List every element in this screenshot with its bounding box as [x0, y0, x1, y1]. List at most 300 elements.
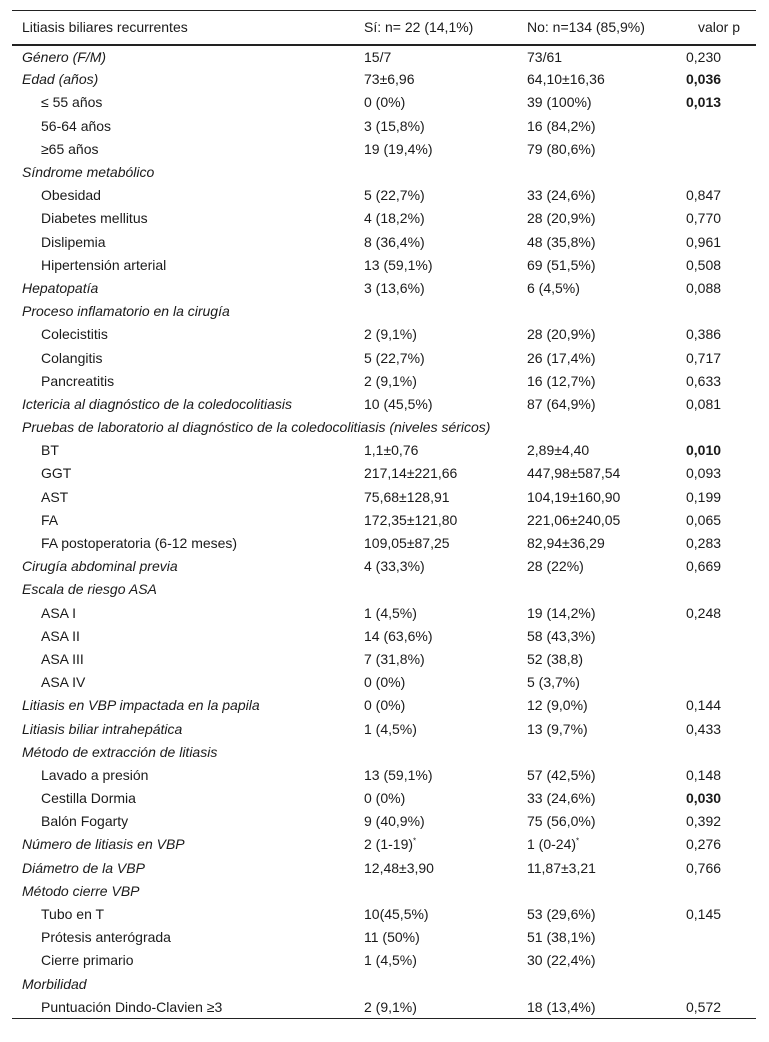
value-no-text: 16 (12,7%) — [527, 372, 596, 389]
value-yes-text: 4 (18,2%) — [364, 210, 425, 227]
value-yes-text: 1 (4,5%) — [364, 720, 417, 737]
value-no — [517, 902, 676, 925]
table-row — [12, 45, 756, 68]
row-label — [12, 624, 354, 647]
p-value-text: 0,572 — [686, 998, 722, 1015]
value-no-text: 2,89±4,40 — [527, 442, 590, 459]
p-value — [676, 276, 756, 299]
value-no — [517, 949, 676, 972]
header-p-value: valor p — [676, 11, 756, 45]
p-value-text: 0,433 — [686, 720, 722, 737]
value-no-text: 82,94±36,29 — [527, 535, 605, 552]
value-yes-text: 1,1±0,76 — [364, 442, 419, 459]
value-yes — [354, 91, 517, 114]
row-label — [12, 717, 354, 740]
value-yes-text: 2 (9,1%) — [364, 998, 417, 1015]
row-label-text: ASA IV — [41, 674, 86, 691]
p-value-text: 0,392 — [686, 813, 722, 830]
p-value — [676, 879, 756, 902]
value-no-text: 79 (80,6%) — [527, 140, 596, 157]
table-row — [12, 926, 756, 949]
value-no — [517, 45, 676, 68]
p-value-text: 0,093 — [686, 465, 722, 482]
value-yes-text: 0 (0%) — [364, 94, 406, 111]
value-no-text: 87 (64,9%) — [527, 395, 596, 412]
row-label-text: Prótesis anterógrada — [41, 929, 171, 946]
row-label-text: Hepatopatía — [22, 279, 99, 296]
value-yes — [354, 114, 517, 137]
row-label-text: ASA I — [41, 604, 77, 621]
table-row — [12, 763, 756, 786]
value-yes-text: 4 (33,3%) — [364, 558, 425, 575]
p-value — [676, 439, 756, 462]
value-yes-text: 5 (22,7%) — [364, 349, 425, 366]
value-yes-text: 109,05±87,25 — [364, 535, 450, 552]
table-row — [12, 624, 756, 647]
table-row — [12, 879, 756, 902]
row-label — [12, 647, 354, 670]
row-label — [12, 671, 354, 694]
recurrent-lithiasis-table — [12, 10, 756, 1019]
value-yes — [354, 160, 517, 183]
p-value — [676, 207, 756, 230]
p-value-text: 0,013 — [686, 94, 722, 111]
row-label — [12, 346, 354, 369]
table-row — [12, 601, 756, 624]
value-yes-text: 7 (31,8%) — [364, 650, 425, 667]
row-label-text: Proceso inflamatorio en la cirugía — [22, 303, 230, 320]
table-row — [12, 856, 756, 879]
value-no-text: 12 (9,0%) — [527, 697, 588, 714]
row-label — [12, 68, 354, 91]
p-value — [676, 323, 756, 346]
value-no — [517, 531, 676, 554]
value-no-text: 75 (56,0%) — [527, 813, 596, 830]
value-no — [517, 972, 676, 995]
row-label-text: Puntuación Dindo-Clavien ≥3 — [41, 998, 223, 1015]
value-yes — [354, 230, 517, 253]
table-row — [12, 787, 756, 810]
value-yes — [354, 624, 517, 647]
p-value-text: 0,248 — [686, 604, 722, 621]
row-label-text: ASA III — [41, 650, 84, 667]
value-yes-text: 11 (50%) — [364, 929, 420, 946]
p-value — [676, 508, 756, 531]
value-yes — [354, 671, 517, 694]
value-no-text: 39 (100%) — [527, 94, 592, 111]
table-row — [12, 694, 756, 717]
row-label — [12, 949, 354, 972]
value-yes — [354, 740, 517, 763]
p-value — [676, 578, 756, 601]
value-no-text: 53 (29,6%) — [527, 906, 596, 923]
row-label — [12, 369, 354, 392]
p-value-text: 0,276 — [686, 836, 722, 853]
p-value — [676, 717, 756, 740]
p-value — [676, 601, 756, 624]
value-no-text: 28 (20,9%) — [527, 210, 596, 227]
table-row — [12, 671, 756, 694]
row-label-text: Obesidad — [41, 187, 101, 204]
value-no — [517, 671, 676, 694]
value-no — [517, 717, 676, 740]
p-value — [676, 230, 756, 253]
value-no-text: 73/61 — [527, 48, 563, 65]
value-no — [517, 300, 676, 323]
value-no-text: 28 (22%) — [527, 558, 584, 575]
p-value — [676, 462, 756, 485]
footnote-marker: * — [576, 836, 580, 846]
table-row — [12, 392, 756, 415]
row-label — [12, 856, 354, 879]
row-label-text: FA postoperatoria (6-12 meses) — [41, 535, 238, 552]
row-label-text: Morbilidad — [22, 975, 87, 992]
row-label-text: Litiasis en VBP impactada en la papila — [22, 697, 260, 714]
value-no-text: 16 (84,2%) — [527, 117, 596, 134]
value-yes — [354, 810, 517, 833]
value-yes-text: 14 (63,6%) — [364, 627, 433, 644]
value-yes-text: 10(45,5%) — [364, 906, 429, 923]
value-no — [517, 346, 676, 369]
row-label — [12, 137, 354, 160]
row-label — [12, 926, 354, 949]
data-table-container — [12, 10, 756, 1019]
row-label — [12, 787, 354, 810]
value-no — [517, 833, 676, 856]
table-row — [12, 740, 756, 763]
value-yes — [354, 253, 517, 276]
p-value — [676, 995, 756, 1018]
p-value — [676, 972, 756, 995]
value-yes — [354, 717, 517, 740]
value-yes-text: 0 (0%) — [364, 790, 406, 807]
value-no — [517, 763, 676, 786]
value-no-text: 1 (0-24) — [527, 836, 577, 853]
table-row — [12, 160, 756, 183]
value-yes — [354, 601, 517, 624]
row-label — [12, 45, 354, 68]
table-row — [12, 114, 756, 137]
p-value — [676, 392, 756, 415]
value-no-text: 5 (3,7%) — [527, 674, 580, 691]
value-yes-text: 5 (22,7%) — [364, 187, 425, 204]
value-no — [517, 114, 676, 137]
table-row — [12, 416, 756, 439]
value-no — [517, 601, 676, 624]
table-row — [12, 439, 756, 462]
table-header — [12, 11, 756, 45]
footnote-marker: * — [413, 836, 417, 846]
value-no-text: 18 (13,4%) — [527, 998, 596, 1015]
value-yes — [354, 972, 517, 995]
row-label-text: ≤ 55 años — [41, 94, 103, 111]
value-yes-text: 12,48±3,90 — [364, 859, 434, 876]
value-yes-text: 0 (0%) — [364, 674, 406, 691]
row-label-text: Ictericia al diagnóstico de la coledocolitiasis — [22, 395, 293, 412]
value-yes — [354, 531, 517, 554]
p-value-text: 0,847 — [686, 187, 722, 204]
row-label-text: Pruebas de laboratorio al diagnóstico de la coledocolitiasis (niveles séricos) — [22, 419, 491, 436]
row-label-text: Método cierre VBP — [22, 882, 140, 899]
row-label — [12, 253, 354, 276]
p-value — [676, 91, 756, 114]
header-yes-group: Sí: n= 22 (14,1%) — [354, 11, 517, 45]
row-label — [12, 972, 354, 995]
value-no — [517, 787, 676, 810]
value-no — [517, 508, 676, 531]
value-no-text: 447,98±587,54 — [527, 465, 621, 482]
row-label — [12, 416, 756, 439]
p-value — [676, 902, 756, 925]
row-label-text: GGT — [41, 465, 72, 482]
p-value-text: 0,010 — [686, 442, 722, 459]
row-label-text: Cirugía abdominal previa — [22, 558, 178, 575]
p-value — [676, 184, 756, 207]
table-row — [12, 184, 756, 207]
row-label-text: Síndrome metabólico — [22, 164, 155, 181]
value-yes-text: 8 (36,4%) — [364, 233, 425, 250]
value-no — [517, 740, 676, 763]
value-no-text: 57 (42,5%) — [527, 766, 596, 783]
value-yes — [354, 369, 517, 392]
value-yes-text: 0 (0%) — [364, 697, 406, 714]
value-no — [517, 647, 676, 670]
table-row — [12, 369, 756, 392]
table-body — [12, 45, 756, 1019]
value-yes — [354, 763, 517, 786]
table-row — [12, 276, 756, 299]
p-value — [676, 810, 756, 833]
row-label — [12, 531, 354, 554]
value-no — [517, 462, 676, 485]
row-label-text: Litiasis biliar intrahepática — [22, 720, 183, 737]
table-row — [12, 300, 756, 323]
value-no — [517, 439, 676, 462]
value-no-text: 19 (14,2%) — [527, 604, 596, 621]
value-yes-text: 75,68±128,91 — [364, 488, 450, 505]
p-value — [676, 253, 756, 276]
value-no — [517, 207, 676, 230]
value-no — [517, 184, 676, 207]
row-label-text: ASA II — [41, 627, 80, 644]
value-yes — [354, 45, 517, 68]
value-yes — [354, 647, 517, 670]
value-no — [517, 392, 676, 415]
row-label-text: 56-64 años — [41, 117, 112, 134]
p-value-text: 0,144 — [686, 697, 722, 714]
p-value — [676, 346, 756, 369]
row-label-text: Edad (años) — [22, 71, 99, 88]
table-row — [12, 833, 756, 856]
row-label — [12, 694, 354, 717]
value-yes — [354, 833, 517, 856]
table-row — [12, 717, 756, 740]
value-yes — [354, 346, 517, 369]
value-no — [517, 879, 676, 902]
table-row — [12, 972, 756, 995]
value-no-text: 104,19±160,90 — [527, 488, 621, 505]
row-label-text: Diámetro de la VBP — [22, 859, 145, 876]
value-yes — [354, 694, 517, 717]
p-value — [676, 647, 756, 670]
value-no — [517, 91, 676, 114]
value-no-text: 33 (24,6%) — [527, 790, 596, 807]
p-value — [676, 300, 756, 323]
value-yes-text: 2 (1-19) — [364, 836, 414, 853]
value-no-text: 48 (35,8%) — [527, 233, 596, 250]
p-value-text: 0,961 — [686, 233, 722, 250]
row-label — [12, 184, 354, 207]
value-no-text: 221,06±240,05 — [527, 511, 621, 528]
p-value — [676, 763, 756, 786]
value-yes — [354, 137, 517, 160]
p-value — [676, 531, 756, 554]
value-no-text: 28 (20,9%) — [527, 326, 596, 343]
table-row — [12, 230, 756, 253]
value-yes-text: 172,35±121,80 — [364, 511, 458, 528]
value-no-text: 69 (51,5%) — [527, 256, 596, 273]
value-yes-text: 19 (19,4%) — [364, 140, 433, 157]
row-label — [12, 160, 354, 183]
value-yes-text: 15/7 — [364, 48, 392, 65]
value-yes — [354, 439, 517, 462]
p-value — [676, 485, 756, 508]
row-label — [12, 555, 354, 578]
table-row — [12, 508, 756, 531]
value-no — [517, 555, 676, 578]
p-value — [676, 68, 756, 91]
table-row — [12, 137, 756, 160]
row-label-text: Escala de riesgo ASA — [22, 581, 157, 598]
p-value — [676, 624, 756, 647]
value-yes — [354, 68, 517, 91]
value-no — [517, 624, 676, 647]
p-value-text: 0,770 — [686, 210, 722, 227]
value-yes-text: 1 (4,5%) — [364, 952, 417, 969]
p-value — [676, 856, 756, 879]
value-no — [517, 137, 676, 160]
table-row — [12, 647, 756, 670]
row-label-text: Colecistitis — [41, 326, 108, 343]
table-row — [12, 949, 756, 972]
value-yes-text: 13 (59,1%) — [364, 766, 433, 783]
p-value — [676, 137, 756, 160]
value-no-text: 6 (4,5%) — [527, 279, 580, 296]
value-yes-text: 73±6,96 — [364, 71, 415, 88]
p-value-text: 0,036 — [686, 71, 722, 88]
p-value — [676, 555, 756, 578]
value-yes — [354, 462, 517, 485]
value-yes — [354, 578, 517, 601]
table-row — [12, 578, 756, 601]
row-label — [12, 392, 354, 415]
value-yes — [354, 184, 517, 207]
value-no-text: 13 (9,7%) — [527, 720, 588, 737]
row-label-text: Método de extracción de litiasis — [22, 743, 218, 760]
p-value — [676, 160, 756, 183]
row-label-text: Dislipemia — [41, 233, 106, 250]
p-value — [676, 787, 756, 810]
value-yes — [354, 879, 517, 902]
row-label — [12, 300, 354, 323]
header-variable: Litiasis biliares recurrentes — [12, 11, 354, 45]
value-no — [517, 160, 676, 183]
header-no-group: No: n=134 (85,9%) — [517, 11, 676, 45]
value-yes — [354, 300, 517, 323]
row-label-text: Género (F/M) — [22, 48, 107, 65]
row-label — [12, 323, 354, 346]
value-yes-text: 3 (15,8%) — [364, 117, 425, 134]
value-yes — [354, 508, 517, 531]
p-value-text: 0,283 — [686, 535, 722, 552]
p-value — [676, 369, 756, 392]
p-value-text: 0,669 — [686, 558, 722, 575]
value-no-text: 26 (17,4%) — [527, 349, 596, 366]
table-row — [12, 68, 756, 91]
value-no — [517, 369, 676, 392]
row-label — [12, 879, 354, 902]
table-row — [12, 253, 756, 276]
p-value-text: 0,148 — [686, 766, 722, 783]
row-label-text: Número de litiasis en VBP — [22, 836, 185, 853]
row-label — [12, 230, 354, 253]
value-no — [517, 68, 676, 91]
row-label — [12, 114, 354, 137]
value-no — [517, 253, 676, 276]
p-value-text: 0,145 — [686, 906, 722, 923]
row-label — [12, 508, 354, 531]
p-value-text: 0,030 — [686, 790, 722, 807]
value-no — [517, 926, 676, 949]
p-value — [676, 833, 756, 856]
table-row — [12, 207, 756, 230]
value-no — [517, 230, 676, 253]
row-label — [12, 276, 354, 299]
header-row — [12, 11, 756, 45]
value-no-text: 51 (38,1%) — [527, 929, 596, 946]
value-yes — [354, 926, 517, 949]
p-value — [676, 694, 756, 717]
p-value-text: 0,717 — [686, 349, 722, 366]
row-label-text: ≥65 años — [41, 140, 99, 157]
row-label — [12, 91, 354, 114]
p-value — [676, 740, 756, 763]
table-row — [12, 555, 756, 578]
value-yes-text: 10 (45,5%) — [364, 395, 433, 412]
row-label — [12, 902, 354, 925]
row-label — [12, 439, 354, 462]
value-yes — [354, 392, 517, 415]
row-label — [12, 601, 354, 624]
p-value-text: 0,230 — [686, 48, 722, 65]
table-row — [12, 902, 756, 925]
value-no — [517, 995, 676, 1018]
row-label-text: Lavado a presión — [41, 766, 149, 783]
p-value-text: 0,088 — [686, 279, 722, 296]
value-yes — [354, 207, 517, 230]
p-value — [676, 926, 756, 949]
row-label-text: Tubo en T — [41, 906, 105, 923]
table-row — [12, 485, 756, 508]
row-label — [12, 763, 354, 786]
value-yes-text: 9 (40,9%) — [364, 813, 425, 830]
value-yes — [354, 949, 517, 972]
row-label-text: Diabetes mellitus — [41, 210, 148, 227]
value-yes — [354, 902, 517, 925]
table-row — [12, 323, 756, 346]
value-yes — [354, 485, 517, 508]
row-label-text: Cestilla Dormia — [41, 790, 136, 807]
